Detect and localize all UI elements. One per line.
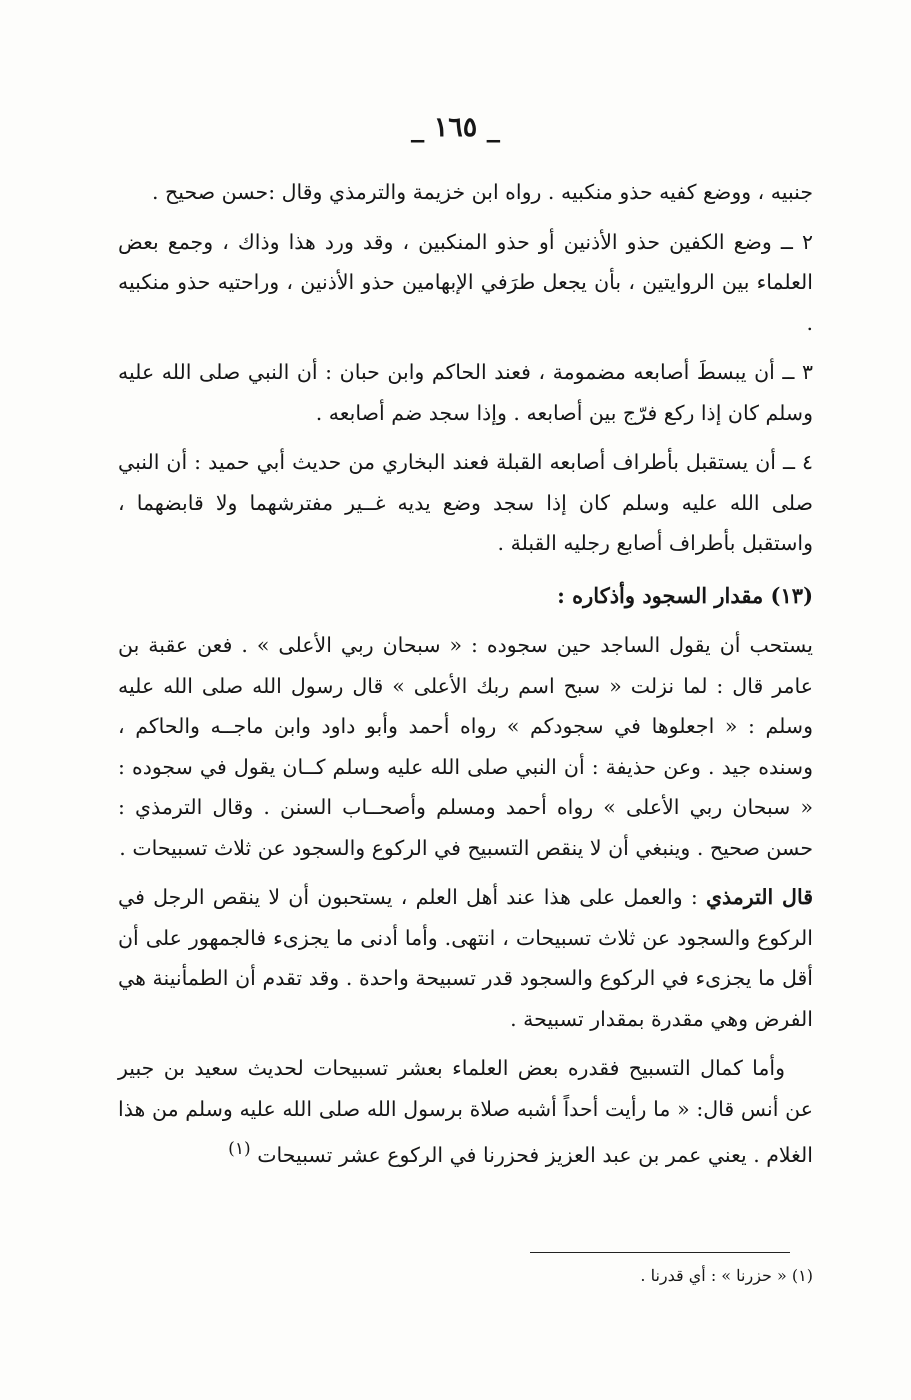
paragraph-tirmidhi [118,877,813,1039]
footnote-reference: (١) [228,1139,251,1159]
paragraph-kamal-tasbih [118,1048,813,1175]
paragraph-item-2: ٢ ــ وضع الكفين حذو الأذنين أو حذو المنكبين ، وقد ورد هذا وذاك ، وجمع بعض العلماء بين الروايتين ، بأن يجعل طرَفي الإبهامين حذو الأذنين ، وراحتيه حذو منكبيه . [118,229,813,335]
section-heading: (١٣) مقدار السجود وأذكاره : [557,582,813,608]
paragraph-intro: جنبيه ، ووضع كفيه حذو منكبيه . رواه ابن خزيمة والترمذي وقال :حسن صحيح . [152,180,813,204]
kamal-tasbih-text: وأما كمال التسبيح فقدره بعض العلماء بعشر تسبيحات لحديث سعيد بن جبير عن أنس قال: « ما رأيت أحداً أشبه صلاة برسول الله صلى الله عليه وسلم من هذا الغلام . يعني عمر بن عبد العزيز فحزرنا في الركوع عشر تسبيحات [118,1056,813,1167]
page-number: _ ١٦٥ _ [410,112,501,143]
paragraph-item-3: ٣ ــ أن يبسطَ أصابعه مضمومة ، فعند الحاكم وابن حبان : أن النبي صلى الله عليه وسلم كان إذا ركع فرّج بين أصابعه . وإذا سجد ضم أصابعه . [118,360,813,425]
footnote: (١) « حزرنا » : أي قدرنا . [640,1266,813,1285]
tirmidhi-text: : والعمل على هذا عند أهل العلم ، يستحبون أن لا ينقص الرجل في الركوع والسجود عن ثلاث تسبيحات ، انتهى. وأما أدنى ما يجزىء فالجمهور على أن أقل ما يجزىء في الركوع والسجود قدر تسبيحة واحدة . وقد تقدم أن الطمأنينة هي الفرض وهي مقدرة بمقدار تسبيحة . [118,885,813,1031]
footnote-divider [530,1252,790,1253]
paragraph-item-4: ٤ ــ أن يستقبل بأطراف أصابعه القبلة فعند البخاري من حديث أبي حميد : أن النبي صلى الله عليه وسلم كان إذا سجد وضع يديه غــير مفترشهما ولا قابضهما ، واستقبل بأطراف أصابع رجليه القبلة . [118,450,813,555]
body-text [118,172,813,1175]
tirmidhi-lead: قال الترمذي [705,885,813,909]
paragraph-sujud-dhikr: يستحب أن يقول الساجد حين سجوده : « سبحان ربي الأعلى » . فعن عقبة بن عامر قال : لما نزلت « سبح اسم ربك الأعلى » قال رسول الله صلى الله عليه وسلم : « اجعلوها في سجودكم » رواه أحمد وأبو داود وابن ماجــه والحاكم ، وسنده جيد . وعن حذيفة : أن النبي صلى الله عليه وسلم كــان يقول في سجوده : « سبحان ربي الأعلى » رواه أحمد ومسلم وأصحــاب السنن . وقال الترمذي : حسن صحيح . وينبغي أن لا ينقص التسبيح في الركوع والسجود عن ثلاث تسبيحات . [118,633,813,860]
